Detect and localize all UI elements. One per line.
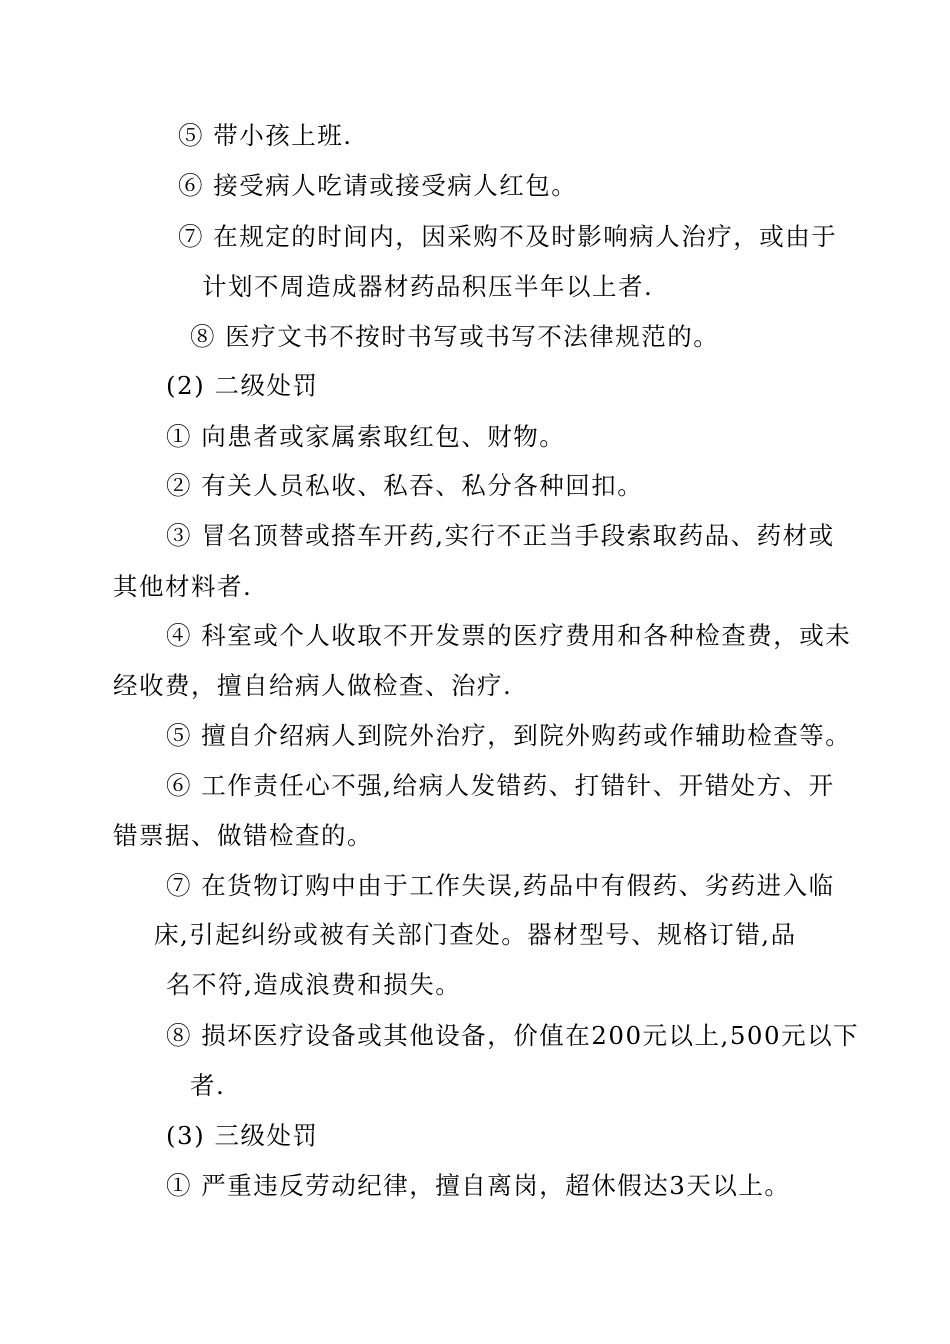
text-line: ④ 科室或个人收取不开发票的医疗费用和各种检查费，或未 — [166, 621, 852, 650]
text-line: 名不符,造成浪费和损失。 — [166, 970, 462, 999]
text-line: (2) 二级处罚 — [166, 371, 319, 400]
text-line: ① 严重违反劳动纪律，擅自离岗，超休假达3天以上。 — [166, 1171, 791, 1200]
text-line: 经收费，擅自给病人做检查、治疗. — [113, 671, 513, 700]
text-line: ⑤ 带小孩上班. — [178, 121, 353, 150]
text-line: 错票据、做错检查的。 — [113, 821, 373, 850]
text-line: 其他材料者. — [113, 572, 253, 601]
text-line: (3) 三级处罚 — [166, 1121, 319, 1150]
text-line: ⑧ 医疗文书不按时书写或书写不法律规范的。 — [190, 322, 720, 351]
text-line: ② 有关人员私收、私吞、私分各种回扣。 — [166, 471, 644, 500]
text-line: ③ 冒名顶替或搭车开药,实行不正当手段索取药品、药材或 — [166, 521, 835, 550]
text-line: ⑥ 工作责任心不强,给病人发错药、打错针、开错处方、开 — [166, 771, 835, 800]
text-line: ⑦ 在规定的时间内，因采购不及时影响病人治疗，或由于 — [178, 222, 838, 251]
text-line: 计划不周造成器材药品积压半年以上者. — [202, 272, 654, 301]
text-line: ⑧ 损坏医疗设备或其他设备，价值在200元以上,500元以下 — [166, 1021, 860, 1050]
text-line: ⑥ 接受病人吃请或接受病人红包。 — [178, 171, 578, 200]
text-line: ① 向患者或家属索取红包、财物。 — [166, 422, 566, 451]
text-line: 床,引起纠纷或被有关部门查处。器材型号、规格订错,品 — [154, 920, 797, 949]
text-line: ⑦ 在货物订购中由于工作失误,药品中有假药、劣药进入临 — [166, 871, 835, 900]
text-line: ⑤ 擅自介绍病人到院外治疗，到院外购药或作辅助检查等。 — [166, 721, 852, 750]
text-line: 者. — [190, 1071, 226, 1100]
